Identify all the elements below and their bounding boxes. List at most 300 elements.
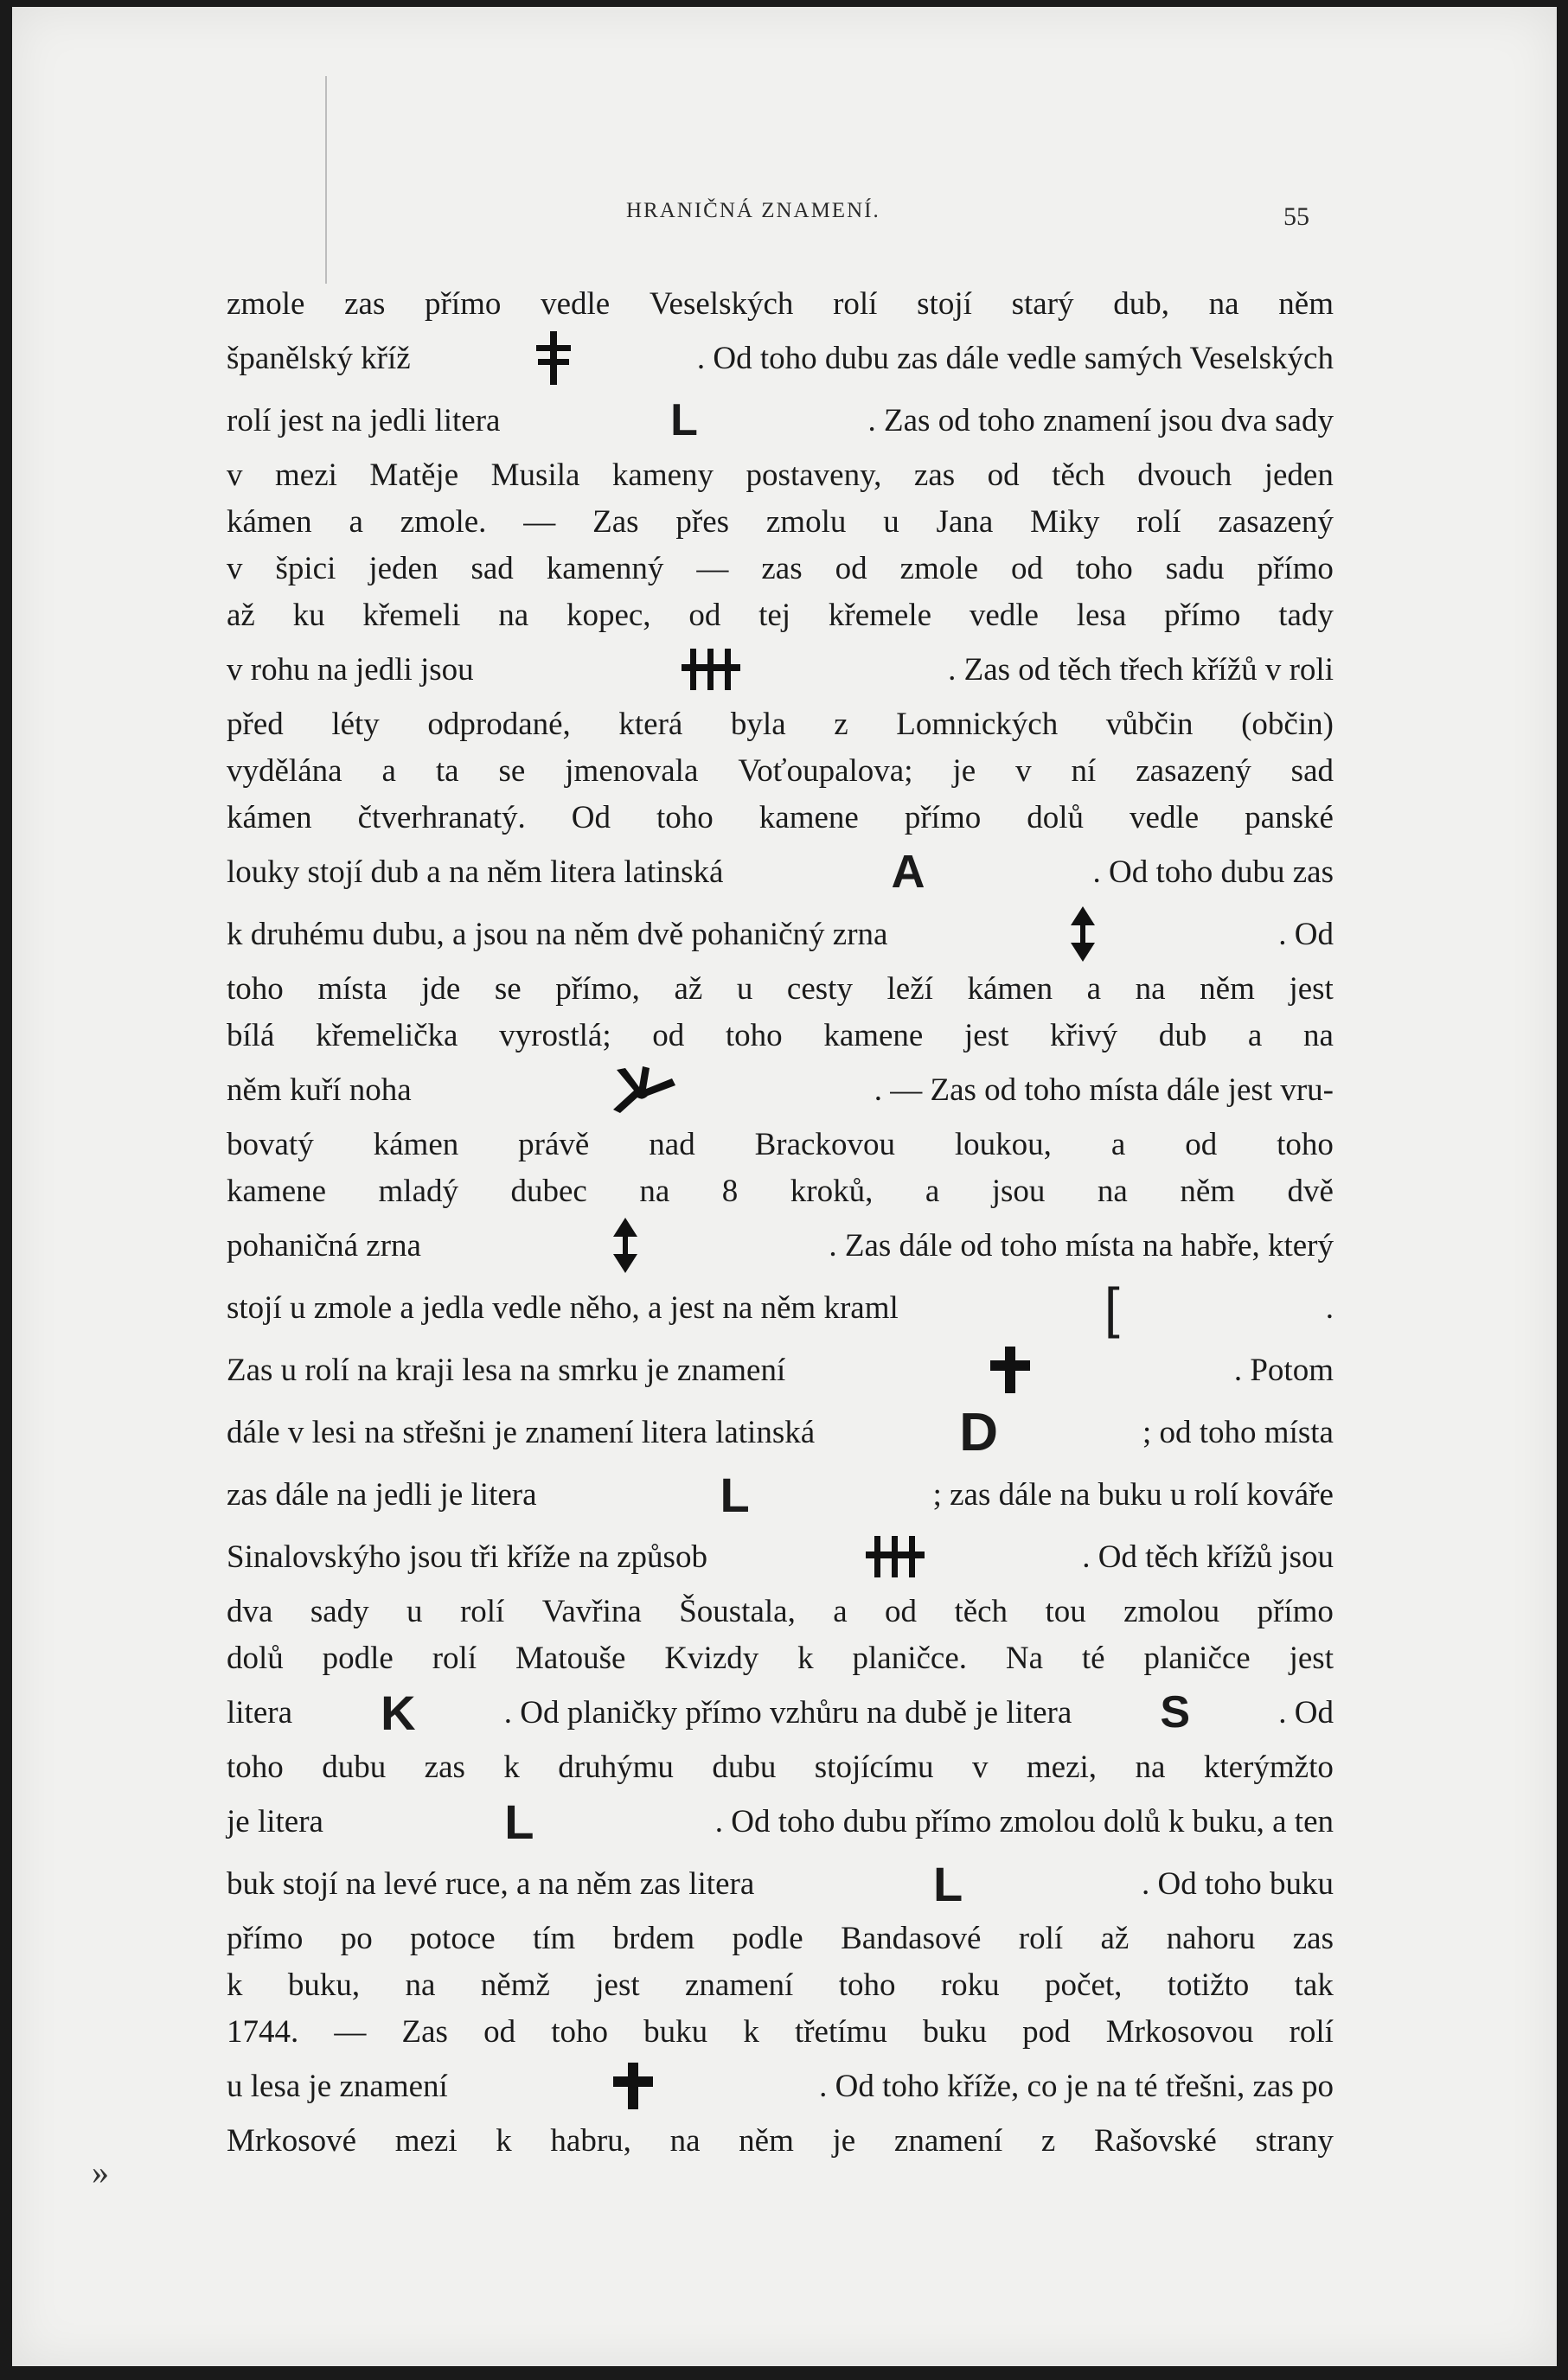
word: přímo,: [555, 970, 640, 1007]
word: a: [1247, 1017, 1263, 1053]
text-line: [227, 1124, 1334, 1164]
word: dub: [1158, 1017, 1207, 1053]
word: mezi: [394, 2122, 458, 2159]
text-segment: Zas u rolí na kraji lesa na smrku je znamení: [227, 1352, 786, 1388]
word: 1744.: [227, 2013, 299, 2050]
text-segment: . Zas od toho znamení jsou dva sady: [867, 402, 1334, 438]
three-crosses-icon: [682, 647, 740, 692]
word: a: [1086, 970, 1102, 1007]
word: od: [652, 1017, 685, 1053]
word: buku: [922, 2013, 987, 2050]
word: zas: [1292, 1920, 1334, 1956]
word: třetímu: [794, 2013, 887, 2050]
two-grains-icon: [612, 1218, 638, 1273]
word: přes: [675, 503, 730, 540]
word: ta: [435, 752, 459, 789]
word: jeden: [1264, 457, 1334, 493]
word: křemelička: [316, 1017, 458, 1053]
text-line: [227, 797, 1334, 837]
word: leží: [886, 970, 933, 1007]
word: vedle: [969, 597, 1039, 633]
text-line: [227, 642, 1334, 697]
text-segment: . Od těch křížů jsou: [1082, 1539, 1334, 1575]
word: zas: [761, 550, 803, 586]
word: a: [1110, 1126, 1126, 1162]
letter-s-mark: S: [1160, 1687, 1191, 1737]
word: bílá: [227, 1017, 275, 1053]
word: a: [925, 1173, 940, 1209]
word: jest: [964, 1017, 1009, 1053]
text-line: [227, 1404, 1334, 1460]
gutter-shadow: [325, 76, 327, 284]
word: před: [227, 706, 284, 742]
word: vyrostlá;: [499, 1017, 611, 1053]
word: stojí: [917, 285, 972, 322]
word: ní: [1071, 752, 1097, 789]
word: dva: [227, 1593, 273, 1629]
word: něm: [1200, 970, 1255, 1007]
text-line: [227, 1062, 1334, 1117]
word: znamení: [893, 2122, 1003, 2159]
word: Šoustala,: [679, 1593, 796, 1629]
running-title: HRANIČNÁ ZNAMENÍ.: [626, 199, 880, 222]
word: z: [834, 706, 848, 742]
word: na: [1303, 1017, 1334, 1053]
word: nad: [649, 1126, 695, 1162]
word: se: [494, 970, 522, 1007]
word: pod: [1022, 2013, 1071, 2050]
text-line: [227, 1918, 1334, 1958]
word: Miky: [1030, 503, 1100, 540]
word: něm: [1180, 1173, 1236, 1209]
text-segment: . Od: [1278, 1694, 1334, 1731]
word: Kvizdy: [664, 1640, 759, 1676]
text-segment: louky stojí dub a na něm litera latinská: [227, 854, 724, 890]
word: u: [736, 970, 753, 1007]
text-segment: . Od toho dubu zas dále vedle samých Veselských: [696, 340, 1334, 376]
word: těch: [1052, 457, 1105, 493]
letter-l-mark: L: [504, 1794, 534, 1849]
word: planičce: [1143, 1640, 1251, 1676]
word: roku: [940, 1967, 1000, 2003]
text-segment: litera: [227, 1694, 293, 1731]
word: kámen: [227, 799, 312, 835]
word: přímo: [1164, 597, 1241, 633]
word: od: [987, 457, 1020, 493]
word: rolí: [432, 1640, 477, 1676]
text-segment: u lesa je znamení: [227, 2068, 448, 2104]
word: Jana: [936, 503, 994, 540]
word: dubu: [322, 1749, 387, 1785]
word: u: [883, 503, 899, 540]
word: té: [1081, 1640, 1105, 1676]
word: na: [669, 2122, 701, 2159]
word: toho: [551, 2013, 609, 2050]
word: přímo: [1257, 550, 1334, 586]
word: cesty: [786, 970, 853, 1007]
word: brdem: [612, 1920, 695, 1956]
text-segment: . Od: [1278, 916, 1334, 952]
letter-l-mark: L: [933, 1856, 963, 1911]
text-line: [227, 284, 1334, 323]
text-line: [227, 595, 1334, 635]
word: kterýmžto: [1203, 1749, 1334, 1785]
word: přímo: [227, 1920, 304, 1956]
text-line: [227, 502, 1334, 541]
word: strany: [1255, 2122, 1334, 2159]
word: podle: [732, 1920, 803, 1956]
word: zas: [424, 1749, 465, 1785]
word: totižto: [1167, 1967, 1250, 2003]
word: mezi,: [1026, 1749, 1098, 1785]
word: bovatý: [227, 1126, 314, 1162]
word: zasazený: [1136, 752, 1251, 789]
word: zmolou: [1123, 1593, 1220, 1629]
word: k: [743, 2013, 759, 2050]
word: zmole.: [400, 503, 487, 540]
word: —: [523, 503, 556, 540]
text-line: [227, 1856, 1334, 1911]
text-line: [227, 1794, 1334, 1849]
word: Mrkosovou: [1105, 2013, 1254, 2050]
text-line: [227, 751, 1334, 790]
text-line: [227, 1965, 1334, 2005]
cross-icon: [990, 1347, 1030, 1393]
word: jsou: [991, 1173, 1046, 1209]
text-segment: Sinalovskýho jsou tři kříže na způsob: [227, 1539, 707, 1575]
text-line: [227, 969, 1334, 1008]
text-segment: rolí jest na jedli litera: [227, 402, 501, 438]
cross-icon: [613, 2063, 653, 2109]
three-crosses-icon: [866, 1534, 925, 1579]
text-line: [227, 1218, 1334, 1273]
margin-mark: »: [92, 2153, 109, 2191]
word: planičce.: [852, 1640, 967, 1676]
text-segment: . — Zas od toho místa dále jest vru-: [874, 1072, 1334, 1108]
text-line: [227, 2012, 1334, 2051]
text-segment: ; zas dále na buku u rolí kováře: [932, 1476, 1334, 1513]
word: křivý: [1050, 1017, 1118, 1053]
word: zmole: [227, 285, 305, 322]
text-line: [227, 330, 1334, 386]
word: starý: [1011, 285, 1074, 322]
text-line: [227, 704, 1334, 744]
text-line: [227, 1015, 1334, 1055]
text-line: [227, 1276, 1334, 1339]
letter-k-mark: K: [381, 1685, 416, 1740]
text-line: [227, 1638, 1334, 1678]
word: dolů: [227, 1640, 284, 1676]
word: v: [227, 550, 243, 586]
word: jest: [1289, 1640, 1334, 1676]
word: —: [696, 550, 729, 586]
word: k: [797, 1640, 814, 1676]
text-segment: . Potom: [1233, 1352, 1334, 1388]
word: 8: [721, 1173, 739, 1209]
text-segment: . Zas dále od toho místa na habře, který: [829, 1227, 1334, 1264]
word: křemeli: [362, 597, 461, 633]
word: toho: [227, 970, 284, 1007]
word: kameny: [611, 457, 714, 493]
word: až: [227, 597, 255, 633]
body-text: [227, 284, 1334, 2167]
word: toho: [227, 1749, 284, 1785]
word: druhýmu: [558, 1749, 674, 1785]
word: Na: [1005, 1640, 1044, 1676]
word: mladý: [378, 1173, 459, 1209]
word: něm: [1278, 285, 1334, 322]
word: špici: [275, 550, 336, 586]
word: dubu: [712, 1749, 777, 1785]
word: ku: [292, 597, 325, 633]
text-segment: .: [1325, 1289, 1334, 1326]
word: němž: [480, 1967, 550, 2003]
text-segment: ; od toho místa: [1142, 1414, 1334, 1450]
text-segment: něm kuří noha: [227, 1072, 412, 1108]
word: něm: [739, 2122, 794, 2159]
word: toho: [838, 1967, 896, 2003]
word: jest: [1289, 970, 1334, 1007]
text-line: [227, 1591, 1334, 1631]
word: místa: [317, 970, 387, 1007]
text-segment: . Od toho kříže, co je na té třešni, zas po: [819, 2068, 1334, 2104]
text-segment: dále v lesi na střešni je znamení litera latinská: [227, 1414, 816, 1450]
text-segment: stojí u zmole a jedla vedle něho, a jest na něm kraml: [227, 1289, 899, 1326]
word: k: [503, 1749, 520, 1785]
word: kámen: [227, 503, 312, 540]
text-segment: k druhému dubu, a jsou na něm dvě pohaničný zrna: [227, 916, 888, 952]
page-number: 55: [1283, 202, 1309, 231]
text-segment: . Od toho buku: [1142, 1865, 1334, 1902]
word: —: [334, 2013, 367, 2050]
letter-a-mark: A: [891, 846, 925, 898]
text-segment: v rohu na jedli jsou: [227, 651, 474, 688]
word: byla: [730, 706, 786, 742]
word: až: [674, 970, 703, 1007]
word: stojícímu: [814, 1749, 934, 1785]
word: Zas: [592, 503, 639, 540]
word: jmenovala: [565, 752, 699, 789]
word: kamenný: [546, 550, 664, 586]
word: tak: [1294, 1967, 1334, 2003]
letter-l-mark: L: [670, 395, 698, 445]
text-segment: . Od toho dubu přímo zmolou dolů k buku, a ten: [714, 1803, 1334, 1839]
word: vydělána: [227, 752, 342, 789]
text-line: [227, 906, 1334, 962]
word: vedle: [1130, 799, 1200, 835]
word: Musila: [490, 457, 580, 493]
word: sad: [470, 550, 514, 586]
word: na: [639, 1173, 670, 1209]
word: Veselských: [649, 285, 794, 322]
text-segment: je litera: [227, 1803, 323, 1839]
text-segment: španělský kříž: [227, 340, 411, 376]
word: tej: [758, 597, 791, 633]
book-page: [12, 7, 1557, 2366]
word: a: [833, 1593, 848, 1629]
word: Bandasové: [841, 1920, 982, 1956]
word: jest: [595, 1967, 640, 2003]
word: tou: [1045, 1593, 1086, 1629]
word: znamení: [685, 1967, 794, 2003]
text-segment: . Zas od těch třech křížů v roli: [948, 651, 1334, 688]
word: právě: [518, 1126, 590, 1162]
word: dubec: [510, 1173, 587, 1209]
word: habru,: [550, 2122, 631, 2159]
word: rolí: [1289, 2013, 1334, 2050]
word: dvouch: [1137, 457, 1232, 493]
word: toho: [656, 799, 714, 835]
word: toho: [725, 1017, 783, 1053]
word: kamene: [823, 1017, 924, 1053]
text-segment: buk stojí na levé ruce, a na něm zas litera: [227, 1865, 755, 1902]
word: se: [498, 752, 526, 789]
word: rolí: [459, 1593, 505, 1629]
word: u: [406, 1593, 423, 1629]
word: na: [405, 1967, 436, 2003]
word: a: [349, 503, 363, 540]
word: Vavřina: [541, 1593, 642, 1629]
word: kámen: [373, 1126, 459, 1162]
word: rolí: [1136, 503, 1181, 540]
word: po: [340, 1920, 373, 1956]
word: odprodané,: [427, 706, 571, 742]
word: na: [1135, 970, 1166, 1007]
word: k: [227, 1967, 243, 2003]
text-segment: . Od toho dubu zas: [1092, 854, 1334, 890]
text-line: [227, 1171, 1334, 1211]
word: buku: [643, 2013, 708, 2050]
word: a: [381, 752, 396, 789]
double-cross-icon: [534, 331, 573, 385]
word: dolů: [1027, 799, 1085, 835]
text-segment: zas dále na jedli je litera: [227, 1476, 537, 1513]
word: od: [835, 550, 867, 586]
word: buku,: [287, 1967, 361, 2003]
word: zas: [913, 457, 956, 493]
word: Brackovou: [754, 1126, 895, 1162]
word: až: [1100, 1920, 1130, 1956]
word: mezi: [275, 457, 337, 493]
word: Matouše: [515, 1640, 626, 1676]
word: kroků,: [790, 1173, 874, 1209]
text-line: [227, 844, 1334, 899]
word: Rašovské: [1093, 2122, 1217, 2159]
word: zmole: [899, 550, 978, 586]
word: na: [1097, 1173, 1128, 1209]
text-line: [227, 1685, 1334, 1740]
page-header: [12, 199, 1557, 234]
word: dvě: [1287, 1173, 1334, 1209]
word: k: [496, 2122, 512, 2159]
word: kopec,: [566, 597, 651, 633]
chicken-foot-icon: [608, 1065, 677, 1115]
word: vedle: [541, 285, 611, 322]
word: v: [227, 457, 243, 493]
word: na: [1208, 285, 1239, 322]
word: v: [1015, 752, 1032, 789]
word: léty: [331, 706, 380, 742]
word: panské: [1245, 799, 1334, 835]
word: kamene: [227, 1173, 327, 1209]
text-line: [227, 1747, 1334, 1787]
word: od: [1010, 550, 1043, 586]
text-line: [227, 1467, 1334, 1522]
word: nahoru: [1166, 1920, 1256, 1956]
word: přímo: [425, 285, 502, 322]
word: rolí: [1018, 1920, 1064, 1956]
word: je: [832, 2122, 856, 2159]
word: je: [952, 752, 976, 789]
word: přímo: [904, 799, 982, 835]
text-line: [227, 2121, 1334, 2160]
word: sady: [310, 1593, 369, 1629]
word: rolí: [833, 285, 878, 322]
word: zasazený: [1218, 503, 1334, 540]
word: tady: [1278, 597, 1334, 633]
word: toho: [1277, 1126, 1334, 1162]
word: postaveny,: [746, 457, 882, 493]
word: která: [618, 706, 683, 742]
word: vůbčin: [1105, 706, 1194, 742]
letter-l-mark: L: [720, 1467, 750, 1522]
word: na: [1135, 1749, 1166, 1785]
word: dub,: [1113, 285, 1169, 322]
word: čtverhranatý.: [357, 799, 526, 835]
word: Od: [571, 799, 611, 835]
text-line: [227, 393, 1334, 448]
word: Zas: [401, 2013, 448, 2050]
word: těch: [954, 1593, 1008, 1629]
text-line: [227, 1529, 1334, 1584]
word: Voťoupalova;: [738, 752, 913, 789]
word: kámen: [967, 970, 1053, 1007]
word: jeden: [368, 550, 438, 586]
text-line: [227, 455, 1334, 495]
word: potoce: [410, 1920, 496, 1956]
word: toho: [1075, 550, 1133, 586]
text-segment: . Od planičky přímo vzhůru na dubě je litera: [503, 1694, 1072, 1731]
word: loukou,: [954, 1126, 1052, 1162]
word: křemele: [828, 597, 932, 633]
word: sad: [1290, 752, 1334, 789]
text-line: [227, 1342, 1334, 1398]
word: podle: [322, 1640, 394, 1676]
word: Mrkosové: [227, 2122, 357, 2159]
word: počet,: [1045, 1967, 1123, 2003]
word: od: [688, 597, 721, 633]
word: sadu: [1165, 550, 1225, 586]
word: lesa: [1076, 597, 1127, 633]
text-line: [227, 548, 1334, 588]
cramp-bracket-mark: [: [1104, 1276, 1120, 1339]
text-line: [227, 2058, 1334, 2114]
word: od: [1185, 1126, 1218, 1162]
word: z: [1040, 2122, 1056, 2159]
word: v: [971, 1749, 989, 1785]
two-grains-icon: [1070, 906, 1096, 962]
word: od: [483, 2013, 516, 2050]
letter-d-mark: D: [959, 1402, 998, 1462]
word: (občin): [1241, 706, 1334, 742]
word: přímo: [1257, 1593, 1334, 1629]
word: Matěje: [369, 457, 459, 493]
word: Lomnických: [896, 706, 1059, 742]
word: kamene: [758, 799, 859, 835]
word: zmolu: [765, 503, 847, 540]
word: od: [885, 1593, 918, 1629]
word: na: [498, 597, 529, 633]
